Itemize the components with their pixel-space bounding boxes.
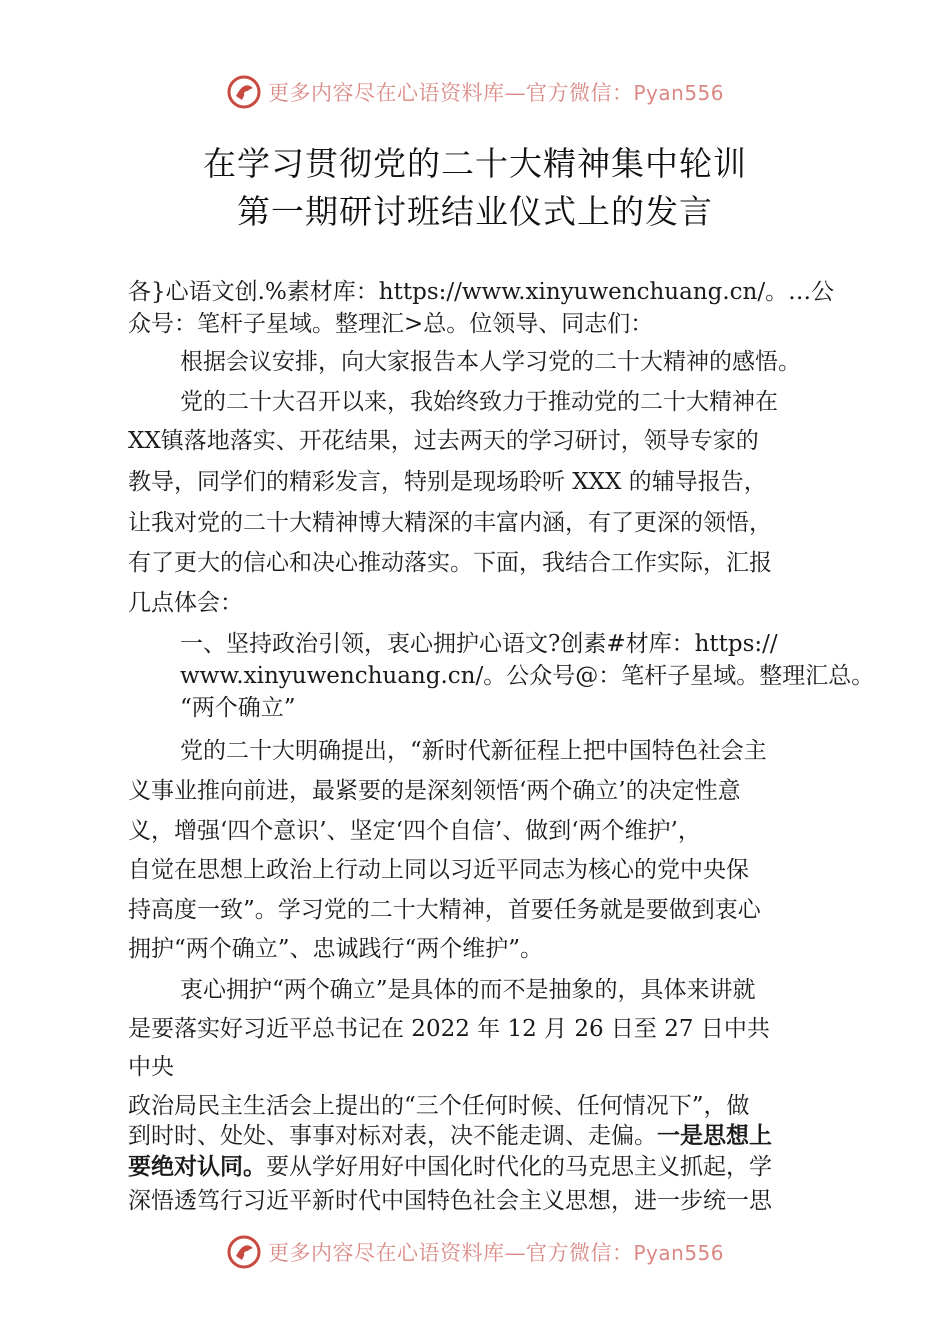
logo-icon xyxy=(226,74,262,110)
body-line: 要绝对认同。要从学好用好中国化时代化的马克思主义抓起，学 xyxy=(128,1154,772,1180)
body-line: 几点体会： xyxy=(128,590,243,616)
body-line: 让我对党的二十大精神博大精深的丰富内涵，有了更深的领悟， xyxy=(128,510,772,536)
body-line: 教导，同学们的精彩发言，特别是现场聆听 XXX 的辅导报告， xyxy=(128,469,767,495)
body-line: 深悟透笃行习近平新时代中国特色社会主义思想，进一步统一思 xyxy=(128,1188,772,1214)
body-line: 拥护“两个确立”、忠诚践行“两个维护”。 xyxy=(128,936,544,962)
banner-wechat-id: Pyan556 xyxy=(633,81,724,105)
section-heading-line: “两个确立” xyxy=(180,695,296,721)
body-line: 中央 xyxy=(128,1054,174,1080)
header-banner xyxy=(0,72,950,112)
body-line: 党的二十大明确提出，“新时代新征程上把中国特色社会主 xyxy=(180,738,767,764)
banner-wechat-id: Pyan556 xyxy=(633,1241,724,1265)
doc-title-line-1: 在学习贯彻党的二十大精神集中轮训 xyxy=(203,144,747,183)
body-line: 义，增强‘四个意识’、坚定‘四个自信’、做到‘两个维护’， xyxy=(128,818,701,844)
section-heading-line: 一、坚持政治引领，衷心拥护心语文?创素#材库：https:// xyxy=(180,631,778,657)
body-line: 义事业推向前进，最紧要的是深刻领悟‘两个确立’的决定性意 xyxy=(128,778,741,804)
emphasis-text: 一是思想上 xyxy=(657,1123,772,1149)
body-line: 众号：笔杆子星域。整理汇>总。位领导、同志们： xyxy=(128,311,654,337)
banner-text: 更多内容尽在心语资料库—官方微信：Pyan556 xyxy=(267,1241,724,1265)
body-line: 到时时、处处、事事对标对表，决不能走调、走偏。一是思想上 xyxy=(128,1123,772,1149)
body-line: 持高度一致”。学习党的二十大精神，首要任务就是要做到衷心 xyxy=(128,897,761,923)
body-line: 各}心语文创.%素材库：https://www.xinyuwenchuang.cn/。…公 xyxy=(128,279,835,305)
body-line: 是要落实好习近平总书记在 2022 年 12 月 26 日至 27 日中共 xyxy=(128,1016,770,1042)
body-line: 衷心拥护“两个确立”是具体的而不是抽象的，具体来讲就 xyxy=(180,977,756,1003)
section-heading-line: www.xinyuwenchuang.cn/。公众号@：笔杆子星域。整理汇总。 xyxy=(180,663,875,689)
body-line: XX镇落地落实、开花结果，过去两天的学习研讨，领导专家的 xyxy=(128,428,759,454)
logo-icon xyxy=(226,1234,262,1270)
body-line: 自觉在思想上政治上行动上同以习近平同志为核心的党中央保 xyxy=(128,857,749,883)
body-line: 政治局民主生活会上提出的“三个任何时候、任何情况下”，做 xyxy=(128,1093,750,1119)
doc-title-line-2: 第一期研讨班结业仪式上的发言 xyxy=(237,192,713,231)
emphasis-text: 要绝对认同。 xyxy=(128,1154,266,1180)
body-line: 有了更大的信心和决心推动落实。下面，我结合工作实际，汇报 xyxy=(128,550,772,576)
body-line: 党的二十大召开以来，我始终致力于推动党的二十大精神在 xyxy=(180,389,778,415)
footer-banner xyxy=(0,1232,950,1272)
body-line: 根据会议安排，向大家报告本人学习党的二十大精神的感悟。 xyxy=(180,349,801,375)
banner-text: 更多内容尽在心语资料库—官方微信：Pyan556 xyxy=(267,81,724,105)
